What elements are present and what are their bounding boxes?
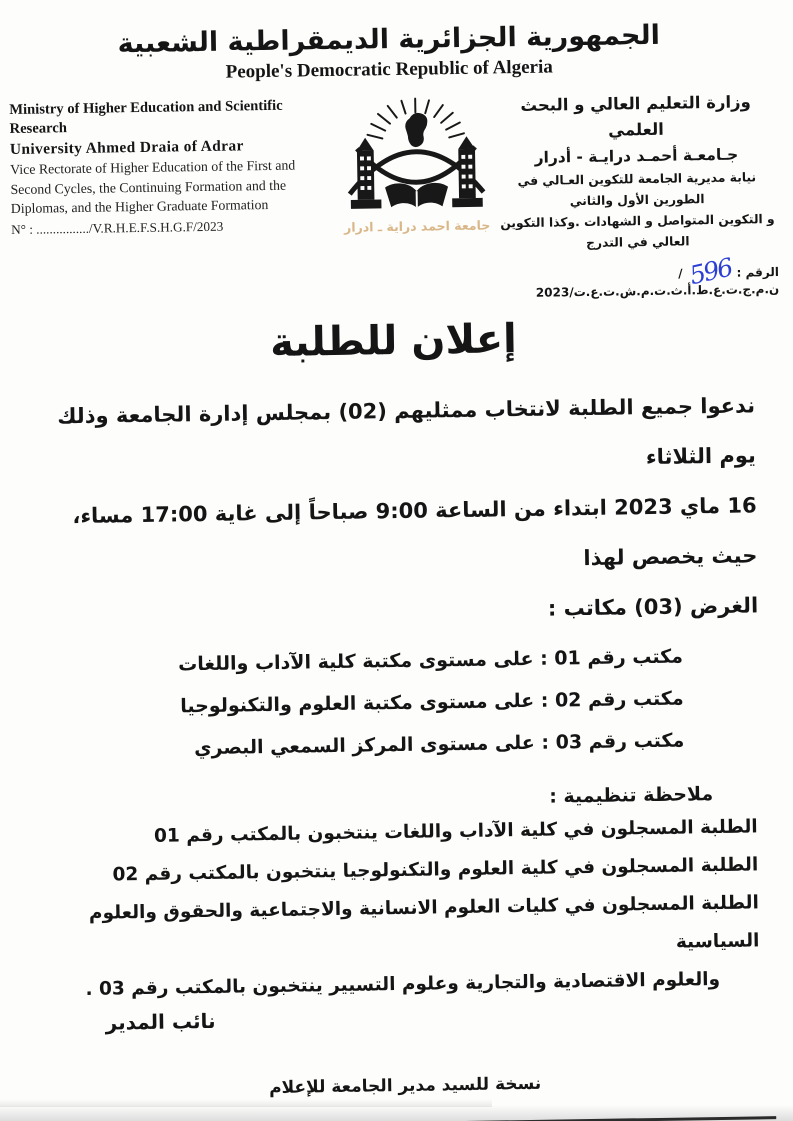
republic-title-english: People's Democratic Republic of Algeria (225, 56, 553, 83)
body-paragraph-line: 16 ماي 2023 ابتداء من الساعة 9:00 صباحاً إلى غاية 17:00 مساء، حيث يخصص لهذا (72, 493, 758, 571)
university-logo-icon (336, 95, 496, 219)
note-line-1: الطلبة المسجلون في كلية الآداب واللغات ينتخبون بالمكتب رقم 01 (153, 816, 758, 847)
body-paragraph-line: ندعوا جميع الطلبة لانتخاب ممثليهم (02) بمجلس إدارة الجامعة وذلك يوم الثلاثاء (57, 393, 757, 470)
office-item-1: مكتب رقم 01 : على مستوى مكتبة كلية الآداب واللغات (178, 645, 684, 676)
university-line-arabic: جـامعـة أحمـد درايـة - أدرار (534, 145, 739, 167)
reference-number-arabic (497, 253, 779, 300)
organizational-note-title: ملاحظة تنظيمية : (549, 783, 714, 808)
ministry-line: Ministry of Higher Education and Scientific Research (9, 97, 283, 138)
announcement-title: إعلان للطلبة (269, 316, 518, 366)
office-list (2, 634, 793, 772)
scan-edge-shadow (0, 1105, 793, 1121)
announcement-body (0, 380, 793, 1010)
ministry-block-english (9, 94, 339, 308)
copy-note: نسخة للسيد مدير الجامعة للإعلام (268, 1073, 542, 1099)
body-paragraph-line: الغرض (03) مكاتب : (547, 593, 759, 621)
ministry-block-arabic (495, 87, 780, 300)
deputy-director-signature: نائب المدير (105, 1008, 216, 1035)
letterhead (0, 87, 789, 308)
republic-title-arabic: الجمهورية الجزائرية الديمقراطية الشعبية (117, 19, 661, 60)
ref-suffix: /ن.م.ج.ت.ع.ط.أ.ث.ت.م.ش.ت.ع.ت/2023 (535, 266, 780, 300)
note-line-2: الطلبة المسجلون في كلية العلوم والتكنولوجيا ينتخبون بالمكتب رقم 02 (112, 854, 759, 886)
ref-label: الرقم : (736, 264, 780, 280)
note-line-4: والعلوم الاقتصادية والتجارية وعلوم التسيير ينتخبون بالمكتب رقم 03 . (85, 968, 721, 1000)
vice-rectorate-arabic-line1: نيابة مديرية الجامعة للتكوين العـالي في الطورين الأول والثاني (517, 170, 757, 209)
university-line: University Ahmed Draia of Adrar (9, 137, 244, 159)
office-item-2: مكتب رقم 02 : على مستوى مكتبة العلوم والتكنولوجيا (180, 687, 684, 718)
reference-number-english: N° : ................/V.R.H.E.F.S.H.G.F/2023 (11, 218, 224, 237)
logo-caption: جامعة احمد دراية ـ ادرار (343, 217, 491, 235)
office-item-3: مكتب رقم 03 : على مستوى المركز السمعي البصري (193, 729, 685, 760)
vice-rectorate-line1: Vice Rectorate of Higher Education of the First and (10, 157, 296, 178)
note-line-3: الطلبة المسجلون في كليات العلوم الانسانية والاجتماعية والحقوق والعلوم السياسية (88, 892, 760, 953)
vice-rectorate-line3: Diplomas, and the Higher Graduate Formation (10, 196, 269, 217)
vice-rectorate-arabic-line2: و التكوين المتواصل و الشهادات .وكذا التكوين العالي في التدرج (500, 212, 775, 250)
university-logo (335, 91, 498, 302)
handwritten-number: 596 (686, 252, 734, 291)
ministry-line-arabic: وزارة التعليم العالي و البحث العلمي (520, 92, 751, 140)
republic-header (0, 0, 786, 87)
vice-rectorate-line2: Second Cycles, the Continuing Formation and the (10, 177, 287, 197)
